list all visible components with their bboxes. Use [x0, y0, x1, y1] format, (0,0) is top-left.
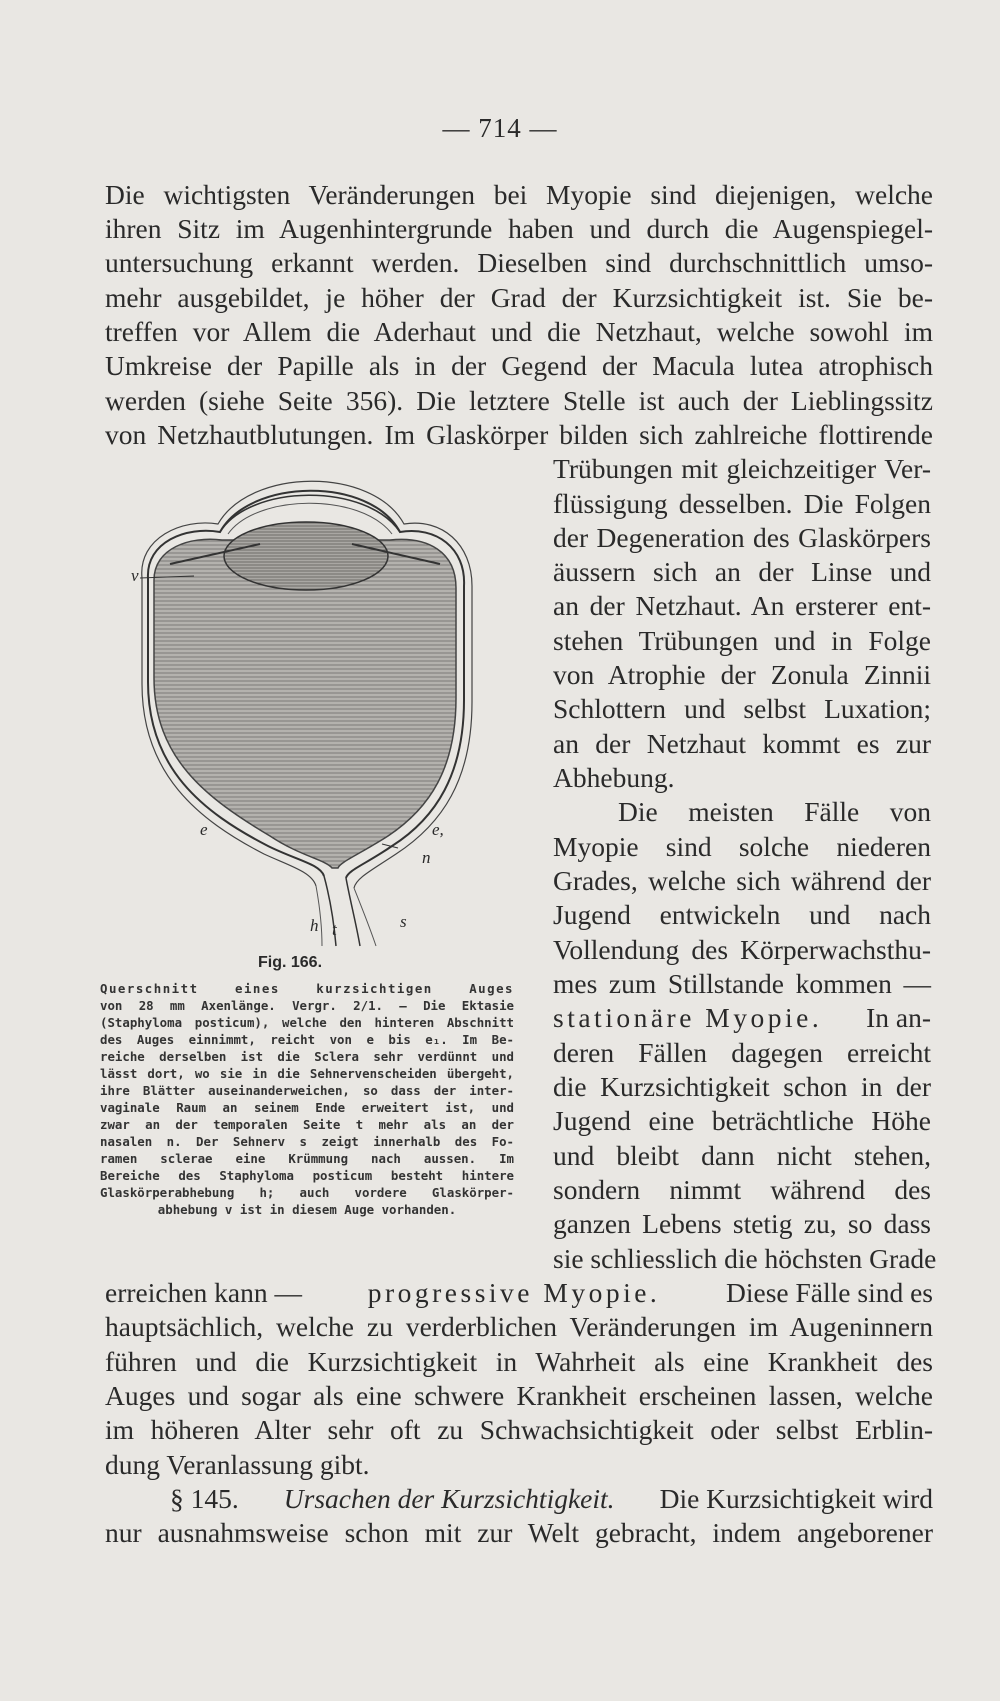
body-line: treffen vor Allem die Aderhaut und die Netzhaut, welche sowohl im	[105, 316, 933, 347]
figure-letter-s: s	[400, 912, 407, 931]
body-line: dung Veranlassung gibt.	[105, 1449, 370, 1480]
column-line: der Degeneration des Glaskörpers	[553, 522, 931, 553]
column-line: Trübungen mit gleichzeitiger Ver-	[553, 453, 931, 484]
body-line: im höheren Alter sehr oft zu Schwachsichtigkeit oder selbst Erblin-	[105, 1414, 933, 1445]
caption-line: nasalen n. Der Sehnerv s zeigt innerhalb des Fo-	[100, 1134, 514, 1149]
page-number: — 714 —	[442, 113, 558, 143]
column-line: mes zum Stillstande kommen —	[553, 968, 931, 999]
caption-line: reiche derselben ist die Sclera sehr verdünnt und	[100, 1049, 514, 1064]
figure-number: Fig. 166.	[258, 954, 323, 971]
body-line: nur ausnahmsweise schon mit zur Welt gebracht, indem angeborener	[105, 1517, 933, 1548]
eye-diagram-illustration	[110, 468, 530, 958]
figure-letter-n: n	[422, 848, 431, 867]
spaced-term: progressive Myopie.	[367, 1277, 661, 1308]
caption-line: Bereiche des Staphyloma posticum besteht hintere	[100, 1168, 514, 1183]
column-line: an der Netzhaut. An ersterer ent-	[553, 590, 931, 621]
body-line: hauptsächlich, welche zu verderblichen Veränderungen im Augeninnern	[105, 1311, 933, 1342]
figure-letter-e1: e,	[432, 820, 444, 839]
body-line: Auges und sogar als eine schwere Krankheit erscheinen lassen, welche	[105, 1380, 933, 1411]
body-line: von Netzhautblutungen. Im Glaskörper bilden sich zahlreiche flottirende	[105, 419, 933, 450]
column-line: Schlottern und selbst Luxation;	[553, 693, 931, 724]
body-text: Diese Fälle sind es	[726, 1277, 933, 1308]
figure-letter-e: e	[200, 820, 208, 839]
caption-line: von 28 mm Axenlänge. Vergr. 2/1. — Die Ektasie	[100, 998, 514, 1013]
body-line: untersuchung erkannt werden. Dieselben sind durchschnittlich umso-	[105, 247, 933, 278]
column-line: Jugend entwickeln und nach	[553, 899, 931, 930]
body-line: Die wichtigsten Veränderungen bei Myopie sind diejenigen, welche	[105, 179, 933, 210]
column-line: Grades, welche sich während der	[553, 865, 931, 896]
figure-letter-h: h	[310, 916, 319, 935]
body-text: erreichen kann —	[105, 1277, 302, 1308]
column-line: ganzen Lebens stetig zu, so dass	[553, 1208, 931, 1239]
column-line: Jugend eine beträchtliche Höhe	[553, 1105, 931, 1136]
column-text: In an-	[866, 1002, 931, 1033]
body-line: ihren Sitz im Augenhintergrunde haben und durch die Augenspiegel-	[105, 213, 933, 244]
column-line: äussern sich an der Linse und	[553, 556, 931, 587]
column-line: Myopie sind solche niederen	[553, 831, 931, 862]
body-line: Umkreise der Papille als in der Gegend der Macula lutea atrophisch	[105, 350, 933, 381]
figure-letter-t: t	[332, 920, 337, 939]
caption-line: Querschnitt eines kurzsichtigen Auges	[100, 981, 514, 996]
column-line: von Atrophie der Zonula Zinnii	[553, 659, 931, 690]
body-line	[105, 1276, 933, 1310]
section-title: Ursachen der Kurzsichtigkeit.	[283, 1483, 615, 1514]
caption-line: zwar an der temporalen Seite t mehr als an der	[100, 1117, 514, 1132]
body-line: führen und die Kurzsichtigkeit in Wahrheit als eine Krankheit des	[105, 1346, 933, 1377]
caption-line: (Staphyloma posticum), welche den hinteren Abschnitt	[100, 1015, 514, 1030]
column-line: Abhebung.	[553, 762, 675, 793]
column-line: flüssigung desselben. Die Folgen	[553, 488, 931, 519]
column-line: und bleibt dann nicht stehen,	[553, 1140, 931, 1171]
caption-line: Glaskörperabhebung h; auch vordere Glaskörper-	[100, 1185, 514, 1200]
column-line: Vollendung des Körperwachsthu-	[553, 934, 931, 965]
column-line: deren Fällen dagegen erreicht	[553, 1037, 931, 1068]
section-number: § 145.	[170, 1483, 239, 1514]
caption-line: lässt dort, wo sie in die Sehnervenscheiden übergeht,	[100, 1066, 514, 1081]
caption-line: ihre Blätter auseinanderweichen, so dass der inter-	[100, 1083, 514, 1098]
column-line: sie schliesslich die höchsten Grade	[553, 1243, 937, 1274]
caption-line: vaginale Raum an seinem Ende erweitert ist, und	[100, 1100, 514, 1115]
section-heading-line	[170, 1482, 933, 1516]
body-line: mehr ausgebildet, je höher der Grad der Kurzsichtigkeit ist. Sie be-	[105, 282, 933, 313]
column-line: stehen Trübungen und in Folge	[553, 625, 931, 656]
column-line	[553, 1001, 931, 1035]
figure-letter-v: v	[131, 566, 139, 585]
column-line: sondern nimmt während des	[553, 1174, 931, 1205]
caption-line: abhebung v ist in diesem Auge vorhanden.	[157, 1202, 457, 1217]
spaced-term: stationäre Myopie.	[553, 1002, 823, 1033]
column-line: die Kurzsichtigkeit schon in der	[553, 1071, 931, 1102]
body-line: werden (siehe Seite 356). Die letztere Stelle ist auch der Lieblingssitz	[105, 385, 933, 416]
body-text: Die Kurzsichtigkeit wird	[659, 1483, 933, 1514]
eye-cross-section-figure	[110, 468, 530, 958]
caption-line: des Auges einnimmt, reicht von e bis e₁. Im Be-	[100, 1032, 514, 1047]
caption-line: ramen sclerae eine Krümmung nach aussen. Im	[100, 1151, 514, 1166]
column-line: Die meisten Fälle von	[618, 796, 931, 827]
column-line: an der Netzhaut kommt es zur	[553, 728, 931, 759]
